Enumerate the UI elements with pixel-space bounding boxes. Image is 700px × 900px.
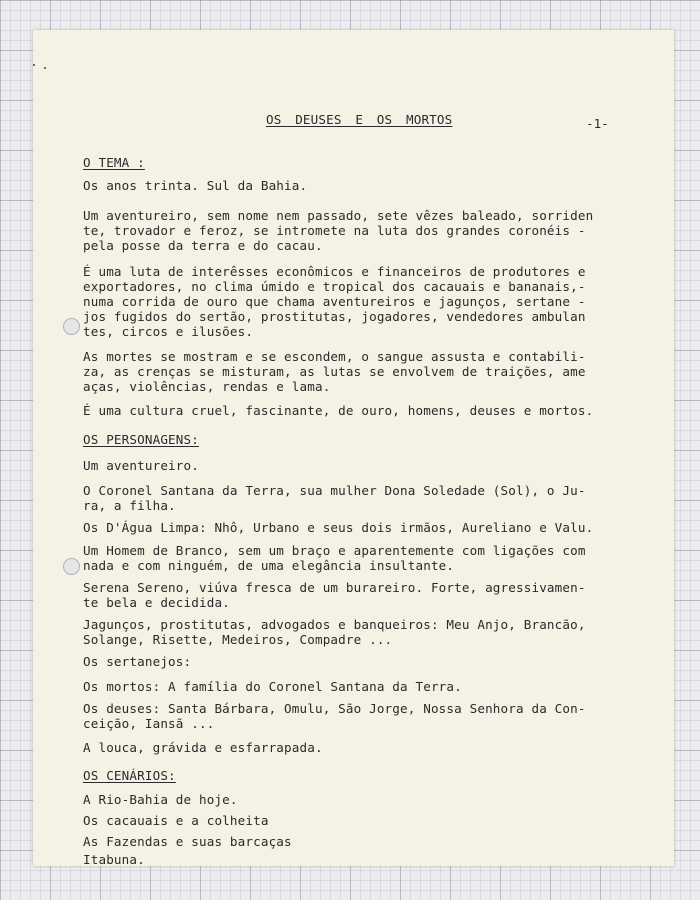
character-line: ra, a filha. <box>83 498 176 513</box>
character-line: Um Homem de Branco, sem um braço e aparentemente com ligações com <box>83 543 586 558</box>
theme-line: pela posse da terra e do cacau. <box>83 238 323 253</box>
character-line: A louca, grávida e esfarrapada. <box>83 740 323 755</box>
setting-line: Itabuna. <box>83 852 145 867</box>
punch-hole-top <box>63 318 80 335</box>
punch-hole-bottom <box>63 558 80 575</box>
character-line: Os D'Água Limpa: Nhô, Urbano e seus dois irmãos, Aureliano e Valu. <box>83 520 594 535</box>
theme-heading: O TEMA : <box>83 155 145 170</box>
theme-line: Um aventureiro, sem nome nem passado, sete vêzes baleado, sorriden <box>83 208 594 223</box>
theme-line: za, as crenças se misturam, as lutas se envolvem de traições, ame <box>83 364 586 379</box>
setting-line: Os cacauais e a colheita <box>83 813 269 828</box>
character-line: O Coronel Santana da Terra, sua mulher Dona Soledade (Sol), o Ju- <box>83 483 586 498</box>
page-number: -1- <box>586 116 609 131</box>
character-line: Solange, Risette, Medeiros, Compadre ... <box>83 632 393 647</box>
paper-mark <box>33 64 35 66</box>
character-line: Um aventureiro. <box>83 458 199 473</box>
theme-line: As mortes se mostram e se escondem, o sangue assusta e contabili- <box>83 349 586 364</box>
theme-line: tes, circos e ilusões. <box>83 324 254 339</box>
theme-line: É uma cultura cruel, fascinante, de ouro, homens, deuses e mortos. <box>83 403 594 418</box>
theme-line: numa corrida de ouro que chama aventureiros e jagunços, sertane - <box>83 294 586 309</box>
document-title: OS DEUSES E OS MORTOS <box>266 112 453 127</box>
theme-line: aças, violências, rendas e lama. <box>83 379 331 394</box>
character-line: Jagunços, prostitutas, advogados e banqueiros: Meu Anjo, Brancão, <box>83 617 586 632</box>
theme-line: Os anos trinta. Sul da Bahia. <box>83 178 308 193</box>
character-line: Os sertanejos: <box>83 654 192 669</box>
theme-line: É uma luta de interêsses econômicos e financeiros de produtores e <box>83 264 586 279</box>
character-line: te bela e decidida. <box>83 595 230 610</box>
character-line: ceição, Iansã ... <box>83 716 215 731</box>
settings-heading: OS CENÁRIOS: <box>83 768 176 783</box>
setting-line: As Fazendas e suas barcaças <box>83 834 292 849</box>
theme-line: exportadores, no clima úmido e tropical dos cacauais e bananais,- <box>83 279 586 294</box>
theme-line: jos fugidos do sertão, prostitutas, jogadores, vendedores ambulan <box>83 309 586 324</box>
theme-line: te, trovador e feroz, se intromete na luta dos grandes coronéis - <box>83 223 586 238</box>
character-line: Os mortos: A família do Coronel Santana da Terra. <box>83 679 462 694</box>
character-line: Serena Sereno, viúva fresca de um burareiro. Forte, agressivamen- <box>83 580 586 595</box>
characters-heading: OS PERSONAGENS: <box>83 432 199 447</box>
character-line: nada e com ninguém, de uma elegância insultante. <box>83 558 455 573</box>
character-line: Os deuses: Santa Bárbara, Omulu, São Jorge, Nossa Senhora da Con- <box>83 701 586 716</box>
paper-mark <box>44 67 46 69</box>
setting-line: A Rio-Bahia de hoje. <box>83 792 238 807</box>
